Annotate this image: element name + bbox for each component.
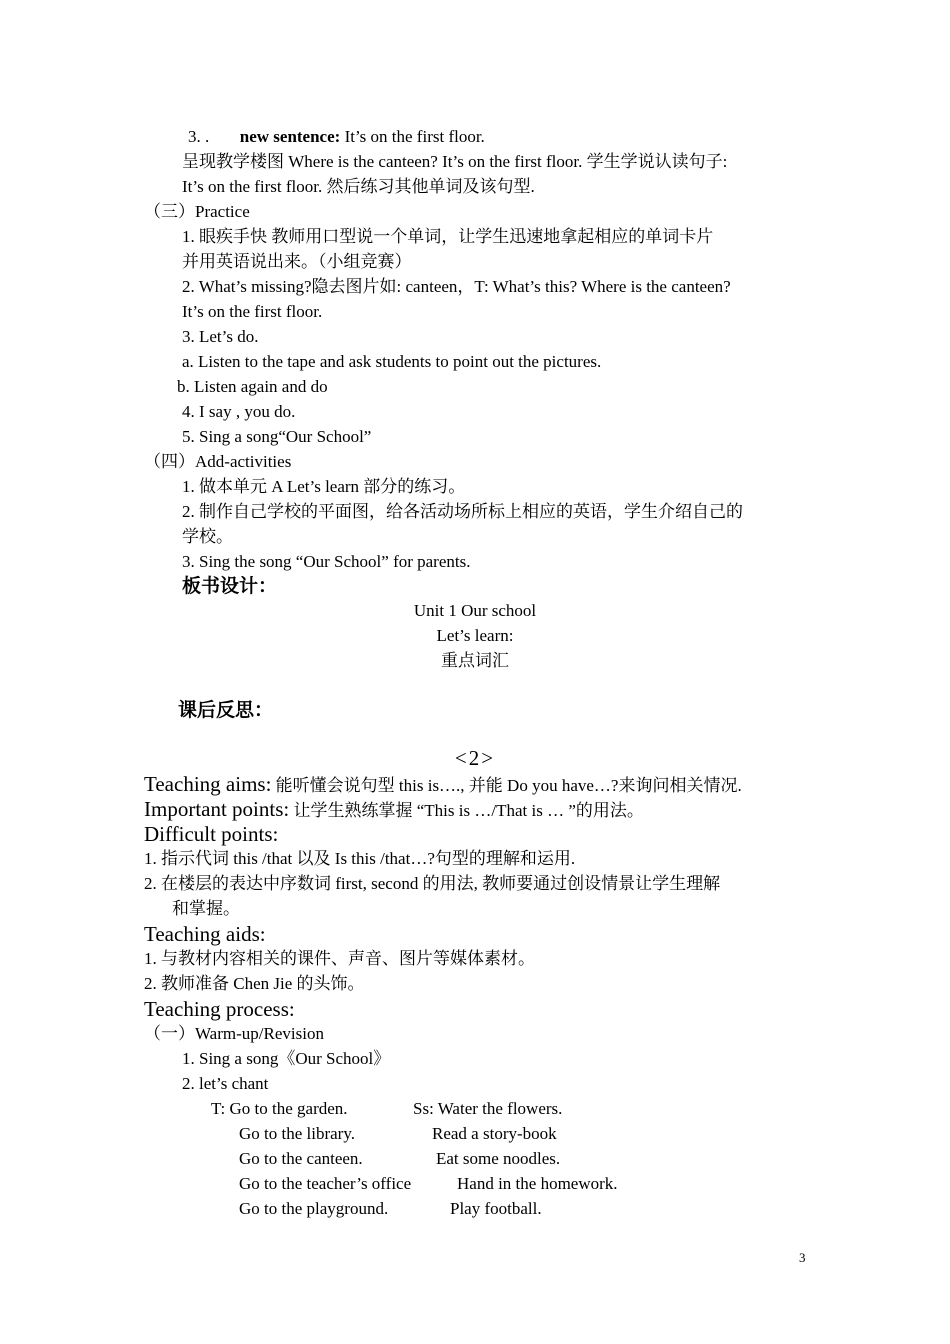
list-item: 2. let’s chant	[182, 1074, 269, 1093]
reflection-heading: 课后反思：	[178, 699, 274, 721]
chant-left: Go to the library.	[239, 1124, 355, 1143]
section-heading-add-activities: （四）Add-activities	[144, 452, 292, 471]
list-item: 1. 指示代词 this /that 以及 Is this /that…?句型的理解和运用.	[144, 849, 576, 868]
sub-list-item: a. Listen to the tape and ask students to point out the pictures.	[182, 352, 602, 371]
list-item: 1. Sing a song《Our School》	[182, 1049, 391, 1068]
list-item: 3. Sing the song “Our School” for parents.	[182, 552, 471, 571]
paragraph-line: 呈现教学楼图 Where is the canteen? It’s on the first floor. 学生学说认读句子:	[182, 152, 728, 171]
teaching-aims-line	[144, 771, 742, 797]
list-item-continuation: It’s on the first floor.	[182, 302, 323, 321]
chant-left: Go to the canteen.	[239, 1149, 363, 1168]
list-item: 1. 与教材内容相关的课件、声音、图片等媒体素材。	[144, 949, 535, 968]
paragraph-line: It’s on the first floor. 然后练习其他单词及该句型.	[182, 177, 535, 196]
section-heading-warmup: （一）Warm-up/Revision	[144, 1024, 324, 1043]
item-number: 3. .	[188, 127, 210, 146]
list-item-continuation: 学校。	[182, 527, 233, 546]
list-item: 4. I say , you do.	[182, 402, 296, 421]
list-item: 2. 制作自己学校的平面图，给各活动场所标上相应的英语，学生介绍自己的	[182, 502, 743, 521]
sub-list-item: b. Listen again and do	[177, 377, 328, 396]
list-item-continuation: 并用英语说出来。（小组竞赛）	[182, 252, 412, 271]
teaching-aims-label: Teaching aims:	[144, 772, 272, 796]
chant-right: Eat some noodles.	[436, 1149, 561, 1168]
teaching-process-label: Teaching process:	[144, 997, 295, 1021]
list-item: 2. What’s missing?隐去图片如: canteen，T: What’s this? Where is the canteen?	[182, 277, 731, 296]
chant-right: Hand in the homework.	[457, 1174, 618, 1193]
new-sentence-line	[188, 126, 485, 148]
difficult-points-label: Difficult points:	[144, 822, 279, 846]
teaching-aims-text: 能听懂会说句型 this is…., 并能 Do you have…?来询问相关情况.	[271, 776, 742, 795]
chant-left: Go to the playground.	[239, 1199, 389, 1218]
list-item: 1. 做本单元 A Let’s learn 部分的练习。	[182, 477, 466, 496]
important-points-label: Important points:	[144, 797, 290, 821]
important-points-line	[144, 796, 644, 822]
list-item: 2. 在楼层的表达中序数词 first, second 的用法, 教师要通过创设情景让学生理解	[144, 874, 721, 893]
section-heading-practice: （三）Practice	[144, 202, 250, 221]
board-line: 重点词汇	[441, 651, 509, 670]
new-sentence-text: It’s on the first floor.	[340, 127, 485, 146]
board-design-heading: 板书设计：	[182, 575, 278, 597]
list-item: 5. Sing a song“Our School”	[182, 427, 372, 446]
new-sentence-label: new sentence:	[239, 127, 341, 146]
section-marker: <2>	[454, 746, 496, 770]
chant-right: Play football.	[450, 1199, 542, 1218]
chant-left: Go to the teacher’s office	[239, 1174, 412, 1193]
list-item: 1. 眼疾手快 教师用口型说一个单词，让学生迅速地拿起相应的单词卡片	[182, 227, 714, 246]
teaching-aids-label: Teaching aids:	[144, 922, 266, 946]
list-item-continuation: 和掌握。	[172, 899, 240, 918]
chant-right: Ss: Water the flowers.	[413, 1099, 563, 1118]
chant-left: T: Go to the garden.	[211, 1099, 348, 1118]
chant-right: Read a story-book	[432, 1124, 557, 1143]
page-number: 3	[799, 1250, 806, 1265]
board-line: Let’s learn:	[436, 626, 514, 645]
important-points-text: 让学生熟练掌握 “This is …/That is … ”的用法。	[289, 801, 644, 820]
board-line: Unit 1 Our school	[413, 601, 537, 620]
list-item: 3. Let’s do.	[182, 327, 259, 346]
list-item: 2. 教师准备 Chen Jie 的头饰。	[144, 974, 365, 993]
